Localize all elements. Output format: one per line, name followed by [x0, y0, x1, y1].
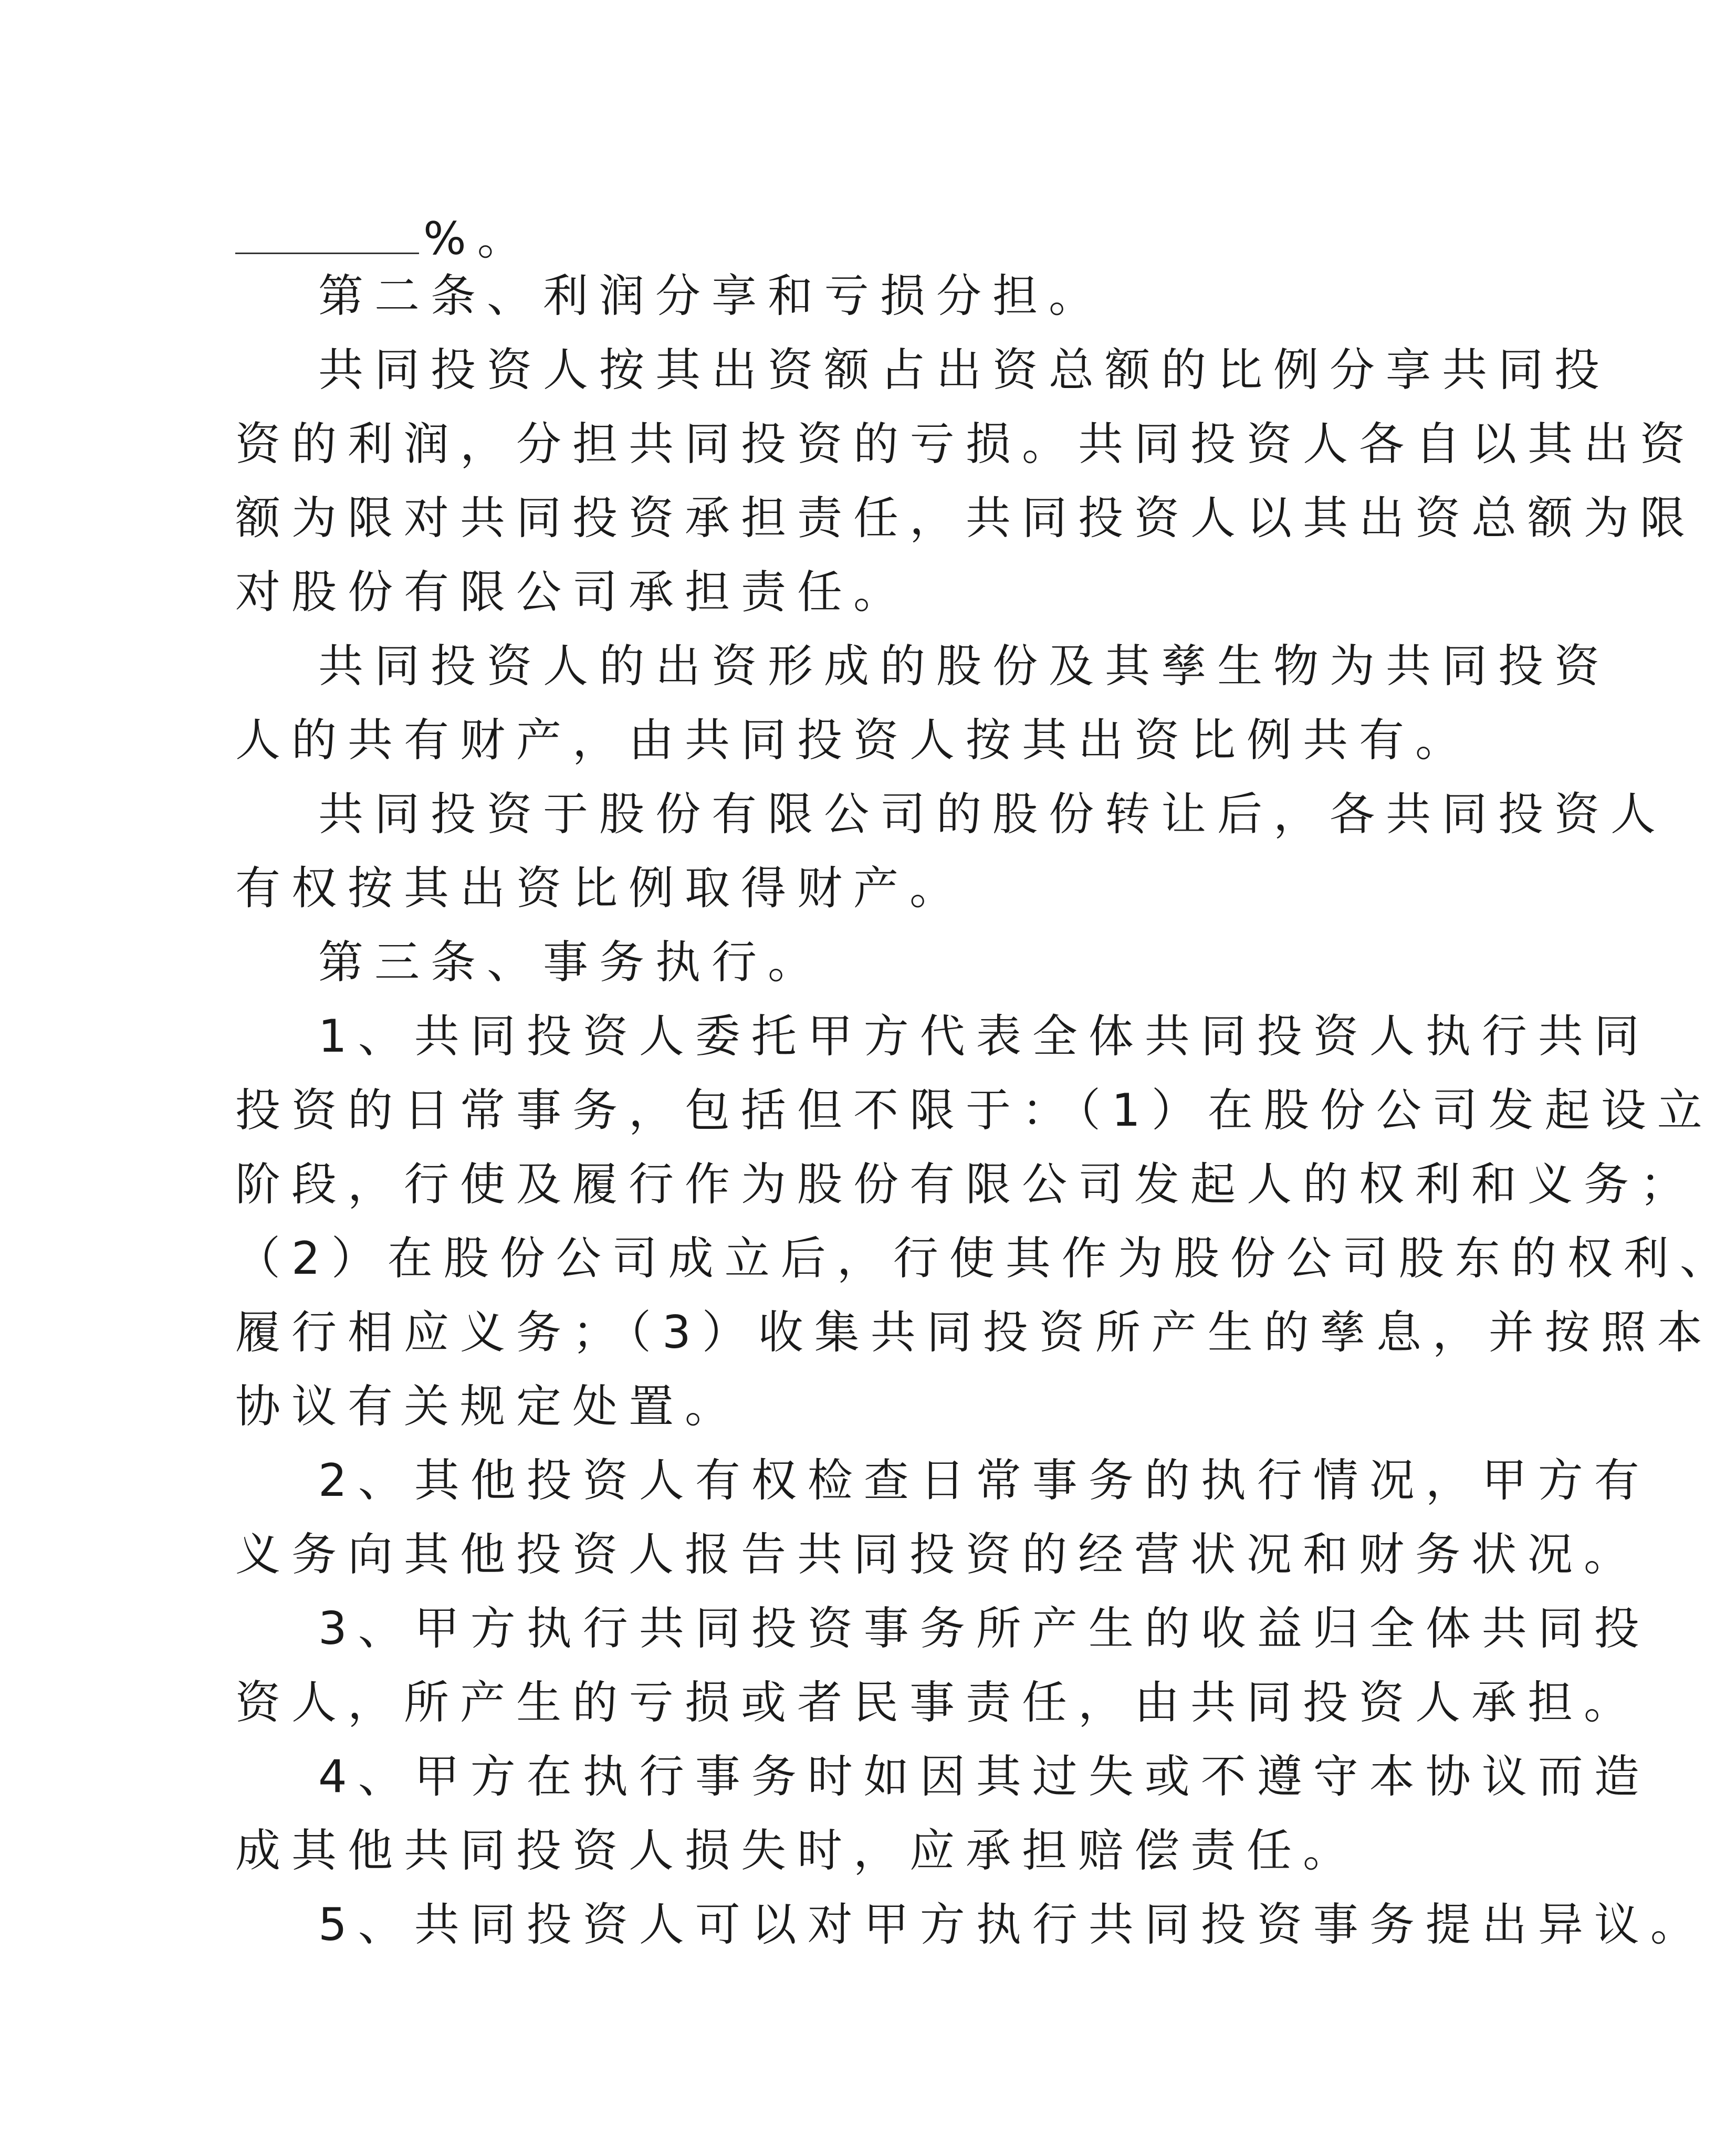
- line-text: %。: [423, 213, 534, 265]
- paragraph-line: 协议有关规定处置。: [235, 1380, 741, 1433]
- paragraph-line: 共同投资于股份有限公司的股份转让后，各共同投资人: [318, 788, 1667, 841]
- text-line: [235, 212, 534, 265]
- article-heading: 第三条、事务执行。: [318, 936, 824, 989]
- paragraph-line: 成其他共同投资人损失时，应承担赔偿责任。: [235, 1825, 1359, 1877]
- paragraph-line: 资的利润，分担共同投资的亏损。共同投资人各自以其出资: [235, 418, 1696, 470]
- paragraph-line: 共同投资人的出资形成的股份及其孳生物为共同投资: [318, 640, 1610, 693]
- paragraph-line: 5、共同投资人可以对甲方执行共同投资事务提出异议。: [318, 1899, 1707, 1951]
- paragraph-line: 投资的日常事务，包括但不限于：（1）在股份公司发起设立: [235, 1084, 1713, 1137]
- fill-in-blank: [235, 212, 419, 254]
- paragraph-line: 额为限对共同投资承担责任，共同投资人以其出资总额为限: [235, 492, 1696, 544]
- paragraph-line: 4、甲方在执行事务时如因其过失或不遵守本协议而造: [318, 1750, 1650, 1803]
- paragraph-line: 有权按其出资比例取得财产。: [235, 862, 966, 915]
- paragraph-line: 1、共同投资人委托甲方代表全体共同投资人执行共同: [318, 1010, 1650, 1063]
- article-heading: 第二条、利润分享和亏损分担。: [318, 270, 1105, 322]
- paragraph-line: 阶段，行使及履行作为股份有限公司发起人的权利和义务；: [235, 1158, 1696, 1211]
- paragraph-line: （2）在股份公司成立后，行使其作为股份公司股东的权利、: [235, 1232, 1736, 1285]
- paragraph-line: 资人，所产生的亏损或者民事责任，由共同投资人承担。: [235, 1676, 1640, 1729]
- paragraph-line: 人的共有财产，由共同投资人按其出资比例共有。: [235, 714, 1471, 767]
- paragraph-line: 对股份有限公司承担责任。: [235, 566, 909, 619]
- paragraph-line: 履行相应义务；（3）收集共同投资所产生的孳息，并按照本: [235, 1306, 1713, 1359]
- paragraph-line: 2、其他投资人有权检查日常事务的执行情况，甲方有: [318, 1454, 1650, 1507]
- paragraph-line: 3、甲方执行共同投资事务所产生的收益归全体共同投: [318, 1602, 1650, 1655]
- paragraph-line: 共同投资人按其出资额占出资总额的比例分享共同投: [318, 344, 1610, 396]
- paragraph-line: 义务向其他投资人报告共同投资的经营状况和财务状况。: [235, 1528, 1640, 1581]
